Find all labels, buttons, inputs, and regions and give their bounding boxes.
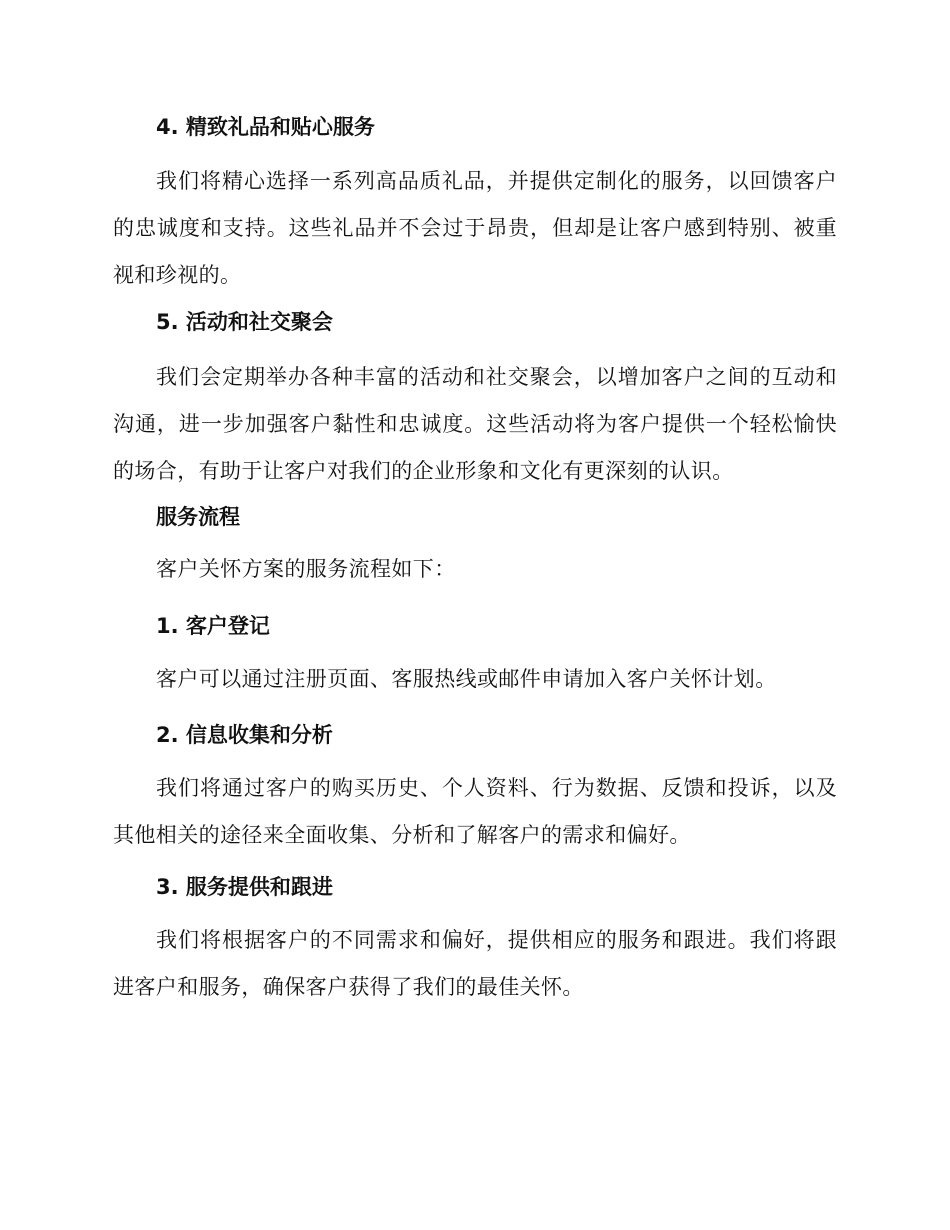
- section-paragraph-registration: 客户可以通过注册页面、客服热线或邮件申请加入客户关怀计划。: [156, 667, 777, 691]
- section-heading-service-followup: 3. 服务提供和跟进: [156, 875, 333, 899]
- section-paragraph-service-followup: 我们将根据客户的不同需求和偏好，提供相应的服务和跟进。我们将跟进客户和服务，确保客户获得了我们的最佳关怀。: [113, 928, 837, 999]
- section-heading-service-process: 服务流程: [156, 505, 240, 529]
- section-heading-events: 5. 活动和社交聚会: [156, 310, 333, 334]
- section-paragraph-events: 我们会定期举办各种丰富的活动和社交聚会，以增加客户之间的互动和沟通，进一步加强客户黏性和忠诚度。这些活动将为客户提供一个轻松愉快的场合，有助于让客户对我们的企业形象和文化有更深刻的认识。: [113, 365, 837, 483]
- section-paragraph-service-process: 客户关怀方案的服务流程如下：: [156, 557, 456, 581]
- section-heading-registration: 1. 客户登记: [156, 614, 270, 638]
- section-paragraph-info-collection: 我们将通过客户的购买历史、个人资料、行为数据、反馈和投诉，以及其他相关的途径来全面收集、分析和了解客户的需求和偏好。: [113, 776, 837, 847]
- section-heading-gifts: 4. 精致礼品和贴心服务: [156, 115, 375, 139]
- section-heading-info-collection: 2. 信息收集和分析: [156, 723, 333, 747]
- section-paragraph-gifts: 我们将精心选择一系列高品质礼品，并提供定制化的服务，以回馈客户的忠诚度和支持。这些礼品并不会过于昂贵，但却是让客户感到特别、被重视和珍视的。: [113, 169, 837, 287]
